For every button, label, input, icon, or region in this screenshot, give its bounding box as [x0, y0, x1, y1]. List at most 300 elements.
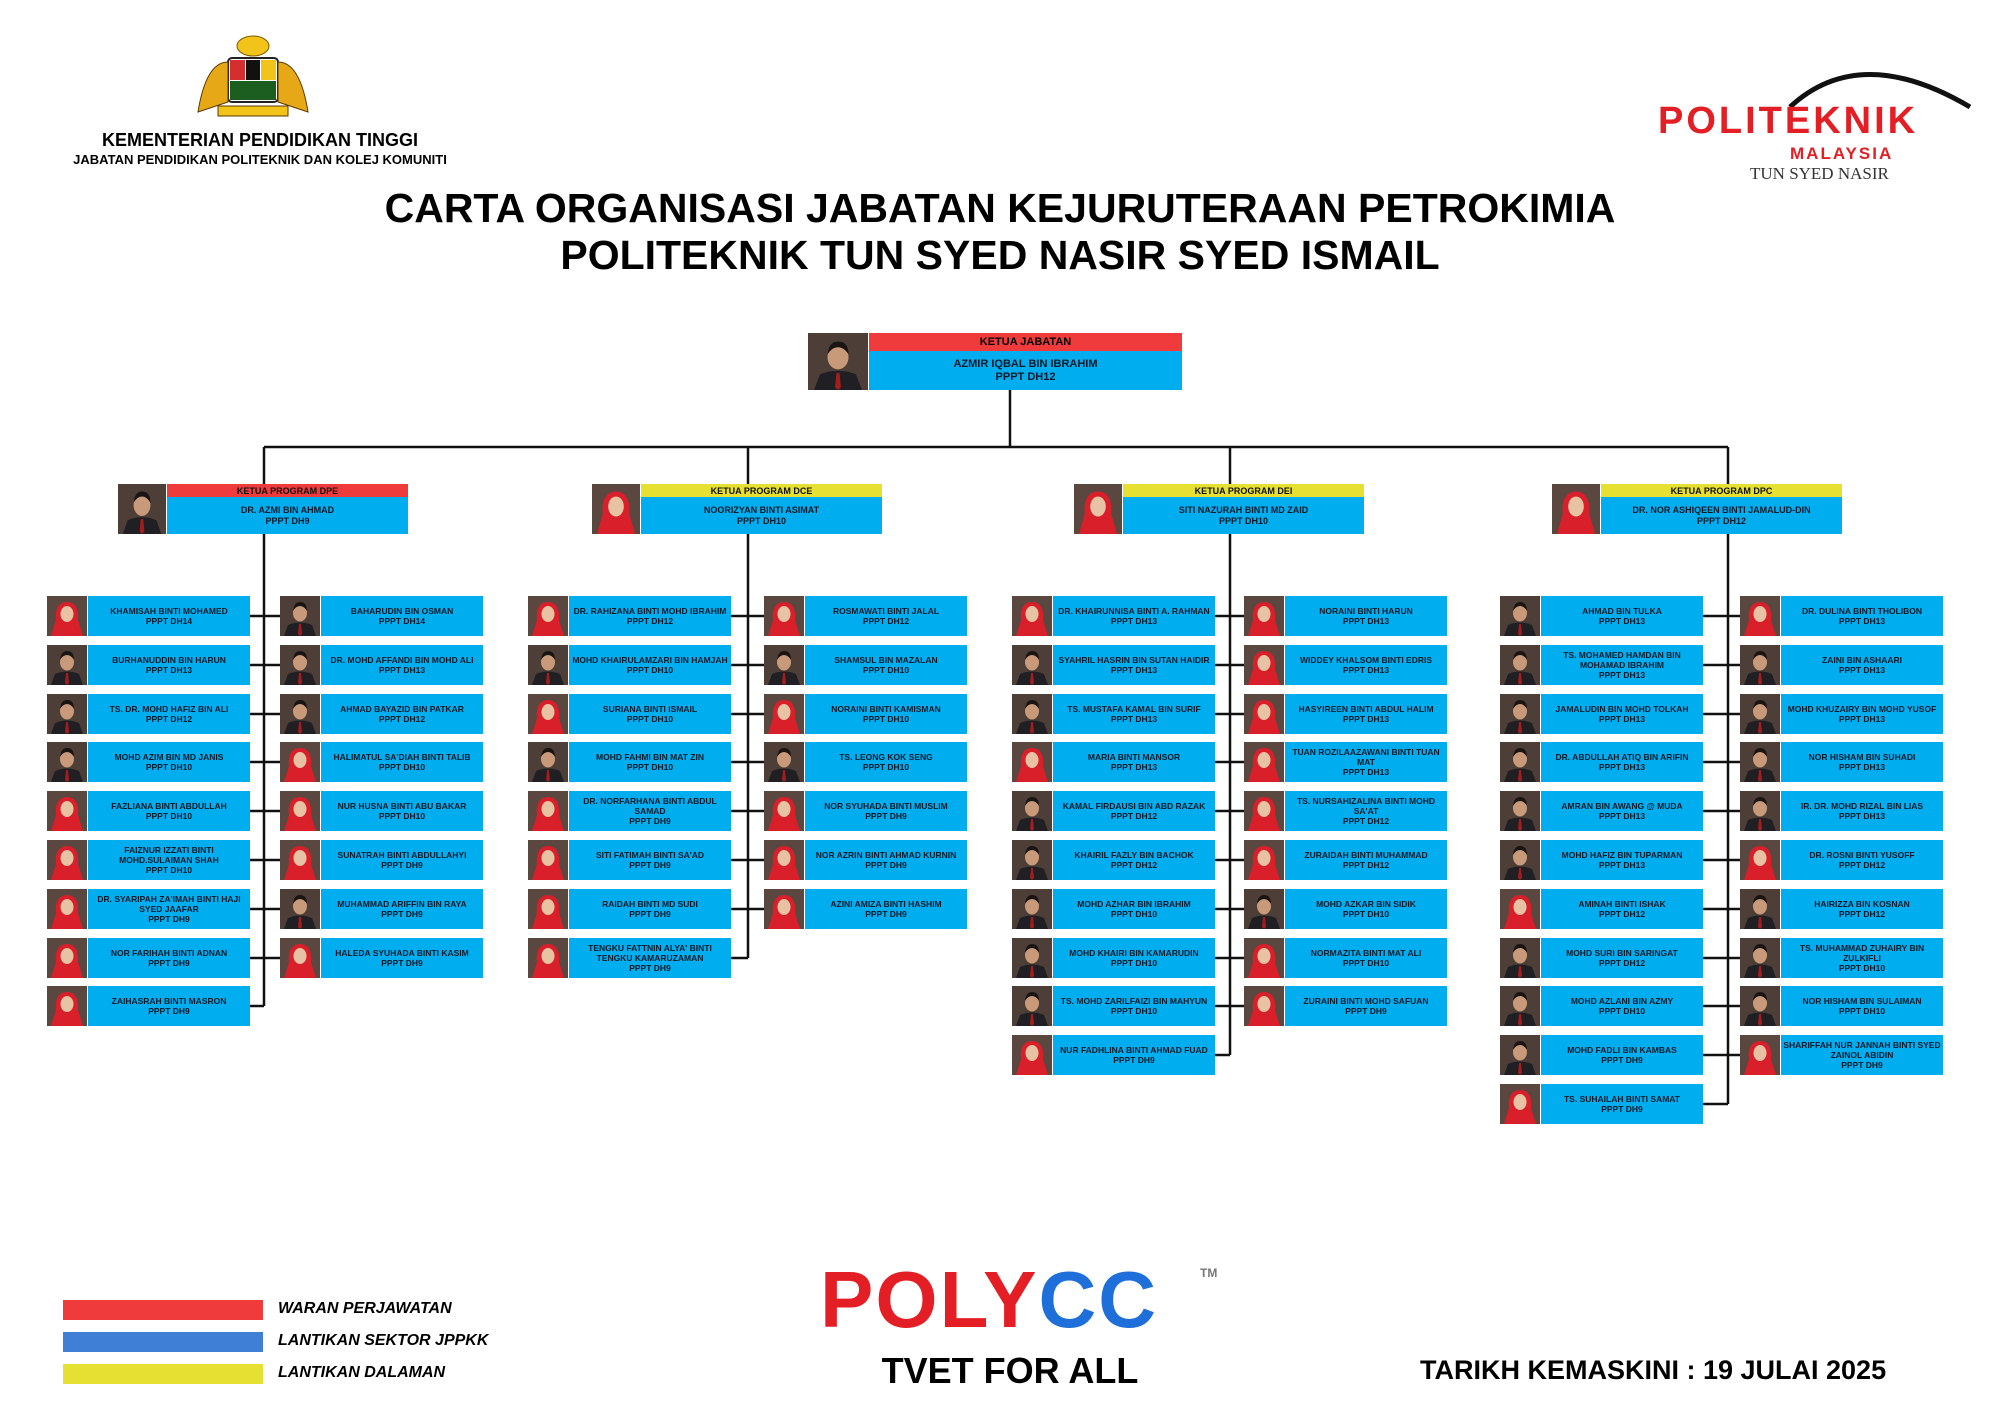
- person-icon: [47, 645, 87, 685]
- avatar: [1012, 596, 1052, 636]
- person-hijab-icon: [47, 986, 87, 1026]
- person-name: MOHD KHAIRI BIN KAMARUDIN: [1069, 948, 1199, 958]
- person-info: [167, 497, 408, 534]
- staff-card: [1500, 1035, 1703, 1075]
- person-info: [569, 742, 731, 782]
- person-grade: PPPT DH10: [145, 811, 193, 821]
- avatar: [47, 791, 87, 831]
- avatar: [1244, 938, 1284, 978]
- person-name: DR. SYARIPAH ZA'IMAH BINTI HAJI SYED JAAFAR: [97, 894, 241, 914]
- avatar: [280, 596, 320, 636]
- person-info: [1541, 596, 1703, 636]
- person-grade: PPPT DH14: [145, 616, 193, 626]
- head-of-department-card: [808, 333, 1182, 390]
- person-name: SURIANA BINTI ISMAIL: [602, 704, 698, 714]
- person-icon: [1740, 694, 1780, 734]
- person-info: [321, 889, 483, 929]
- chart-title-line2: POLITEKNIK TUN SYED NASIR SYED ISMAIL: [560, 232, 1440, 278]
- person-name: DR. ROSNI BINTI YUSOFF: [1809, 850, 1915, 860]
- staff-card: [1500, 938, 1703, 978]
- avatar: [1740, 840, 1780, 880]
- person-icon: [1012, 938, 1052, 978]
- staff-card: [1740, 596, 1943, 636]
- chart-title-line1: CARTA ORGANISASI JABATAN KEJURUTERAAN PETROKIMIA: [384, 185, 1616, 231]
- person-hijab-icon: [528, 694, 568, 734]
- person-name: NORMAZITA BINTI MAT ALI: [1310, 948, 1422, 958]
- person-info: [1781, 889, 1943, 929]
- person-name: WIDDEY KHALSOM BINTI EDRIS: [1299, 655, 1433, 665]
- avatar: [47, 840, 87, 880]
- politeknik-logo-word: POLITEKNIK: [1658, 100, 1919, 142]
- person-info: [1541, 889, 1703, 929]
- person-icon: [1500, 645, 1540, 685]
- person-info: [1053, 645, 1215, 685]
- person-grade: PPPT DH12: [1342, 816, 1390, 826]
- person-name: NOR AZRIN BINTI AHMAD KURNIN: [815, 850, 957, 860]
- person-name: ZURAIDAH BINTI MUHAMMAD: [1304, 850, 1428, 860]
- avatar: [118, 484, 166, 534]
- person-info: [1053, 742, 1215, 782]
- person-name: MOHD KHUZAIRY BIN MOHD YUSOF: [1787, 704, 1937, 714]
- person-name: DR. MOHD AFFANDI BIN MOHD ALI: [330, 655, 474, 665]
- staff-card: [1244, 694, 1447, 734]
- avatar: [280, 791, 320, 831]
- person-icon: [1500, 694, 1540, 734]
- staff-card: [280, 889, 483, 929]
- staff-card: [764, 889, 967, 929]
- person-info: [1285, 889, 1447, 929]
- person-grade: PPPT DH12: [1342, 860, 1390, 870]
- staff-card: [47, 938, 250, 978]
- person-info: [1541, 938, 1703, 978]
- person-grade: PPPT DH10: [378, 811, 426, 821]
- person-hijab-icon: [280, 791, 320, 831]
- person-name: FAIZNUR IZZATI BINTI MOHD.SULAIMAN SHAH: [119, 845, 219, 865]
- person-icon: [764, 742, 804, 782]
- staff-card: [1740, 645, 1943, 685]
- person-grade: PPPT DH12: [1838, 860, 1886, 870]
- person-name: MOHD AZLANI BIN AZMY: [1570, 996, 1674, 1006]
- person-grade: PPPT DH10: [1218, 515, 1269, 526]
- person-grade: PPPT DH10: [626, 762, 674, 772]
- person-icon: [47, 694, 87, 734]
- person-name: IR. DR. MOHD RIZAL BIN LIAS: [1800, 801, 1924, 811]
- person-grade: PPPT DH12: [145, 714, 193, 724]
- person-icon: [1500, 840, 1540, 880]
- person-name: KAMAL FIRDAUSI BIN ABD RAZAK: [1062, 801, 1206, 811]
- avatar: [1012, 791, 1052, 831]
- avatar: [1012, 645, 1052, 685]
- person-info: [1285, 645, 1447, 685]
- person-name: DR. NOR ASHIQEEN BINTI JAMALUD-DIN: [1632, 504, 1811, 515]
- person-info: [805, 791, 967, 831]
- avatar: [47, 986, 87, 1026]
- person-hijab-icon: [47, 938, 87, 978]
- polycc-logo-cc: CC: [1038, 1255, 1159, 1344]
- avatar: [1244, 791, 1284, 831]
- staff-card: [1012, 694, 1215, 734]
- person-name: NOR FARIHAH BINTI ADNAN: [110, 948, 228, 958]
- person-info: [805, 840, 967, 880]
- person-name: MOHD HAFIZ BIN TUPARMAN: [1561, 850, 1683, 860]
- avatar: [1012, 938, 1052, 978]
- staff-card: [1012, 938, 1215, 978]
- person-hijab-icon: [1244, 694, 1284, 734]
- person-grade: PPPT DH12: [995, 370, 1056, 383]
- avatar: [1500, 889, 1540, 929]
- staff-card: [1244, 791, 1447, 831]
- avatar: [1500, 645, 1540, 685]
- staff-card: [1500, 645, 1703, 685]
- legend-label-waran: WARAN PERJAWATAN: [278, 1300, 452, 1317]
- person-info: [805, 596, 967, 636]
- person-grade: PPPT DH13: [1110, 616, 1158, 626]
- person-hijab-icon: [764, 840, 804, 880]
- avatar: [764, 596, 804, 636]
- person-hijab-icon: [1244, 742, 1284, 782]
- person-hijab-icon: [1244, 596, 1284, 636]
- avatar: [1012, 1035, 1052, 1075]
- staff-card: [47, 694, 250, 734]
- person-info: [88, 791, 250, 831]
- staff-card: [528, 742, 731, 782]
- person-name: AZMIR IQBAL BIN IBRAHIM: [953, 357, 1098, 370]
- person-info: [88, 596, 250, 636]
- person-name: DR. RAHIZANA BINTI MOHD IBRAHIM: [573, 606, 727, 616]
- avatar: [592, 484, 640, 534]
- person-hijab-icon: [764, 694, 804, 734]
- person-grade: PPPT DH9: [148, 958, 190, 968]
- person-name: TS. LEONG KOK SENG: [839, 752, 933, 762]
- person-name: MOHD AZKAR BIN SIDIK: [1316, 899, 1416, 909]
- staff-card: [764, 645, 967, 685]
- person-icon: [1500, 938, 1540, 978]
- trademark-mark: TM: [1200, 1266, 1218, 1280]
- person-info: [805, 645, 967, 685]
- person-grade: PPPT DH13: [1598, 714, 1646, 724]
- person-grade: PPPT DH9: [629, 860, 671, 870]
- avatar: [47, 938, 87, 978]
- person-name: SYAHRIL HASRIN BIN SUTAN HAIDIR: [1058, 655, 1210, 665]
- person-name: TS. SUHAILAH BINTI SAMAT: [1563, 1094, 1680, 1104]
- staff-card: [1012, 742, 1215, 782]
- person-grade: PPPT DH12: [1110, 860, 1158, 870]
- person-info: [1053, 1035, 1215, 1075]
- person-info: [1053, 889, 1215, 929]
- person-grade: PPPT DH13: [1110, 714, 1158, 724]
- politeknik-logo-country: MALAYSIA: [1790, 144, 1894, 163]
- avatar: [1500, 742, 1540, 782]
- program-head-card: [592, 484, 882, 534]
- person-info: [1285, 938, 1447, 978]
- avatar: [1500, 986, 1540, 1026]
- avatar: [1244, 742, 1284, 782]
- avatar: [1740, 596, 1780, 636]
- person-hijab-icon: [47, 596, 87, 636]
- person-name: DR. NORFARHANA BINTI ABDUL SAMAD: [583, 796, 717, 816]
- avatar: [1500, 938, 1540, 978]
- person-info: [1781, 986, 1943, 1026]
- avatar: [280, 694, 320, 734]
- avatar: [764, 889, 804, 929]
- avatar: [47, 889, 87, 929]
- person-name: MOHD KHAIRULAMZARI BIN HAMJAH: [572, 655, 728, 665]
- person-grade: PPPT DH12: [1598, 909, 1646, 919]
- staff-card: [47, 889, 250, 929]
- ministry-name: KEMENTERIAN PENDIDIKAN TINGGI: [101, 130, 418, 150]
- person-grade: PPPT DH13: [1598, 860, 1646, 870]
- avatar: [1552, 484, 1600, 534]
- person-info: [88, 645, 250, 685]
- staff-card: [528, 596, 731, 636]
- person-grade: PPPT DH13: [1598, 670, 1646, 680]
- avatar: [1740, 889, 1780, 929]
- person-name: TUAN ROZILAAZAWANI BINTI TUAN MAT: [1292, 747, 1440, 767]
- person-grade: PPPT DH10: [736, 515, 787, 526]
- person-name: TS. MOHD ZARILFAIZI BIN MAHYUN: [1060, 996, 1208, 1006]
- person-name: MOHD SURI BIN SARINGAT: [1566, 948, 1678, 958]
- staff-card: [1740, 742, 1943, 782]
- avatar: [1740, 645, 1780, 685]
- staff-card: [47, 986, 250, 1026]
- person-grade: PPPT DH13: [1342, 665, 1390, 675]
- staff-card: [1244, 645, 1447, 685]
- person-grade: PPPT DH13: [1110, 762, 1158, 772]
- person-grade: PPPT DH9: [629, 909, 671, 919]
- person-hijab-icon: [764, 596, 804, 636]
- staff-card: [1012, 986, 1215, 1026]
- person-name: HAIRIZZA BIN KOSNAN: [1814, 899, 1910, 909]
- person-info: [1781, 791, 1943, 831]
- avatar: [528, 938, 568, 978]
- person-grade: PPPT DH9: [865, 860, 907, 870]
- person-name: DR. DULINA BINTI THOLIBON: [1801, 606, 1923, 616]
- program-head-card: [118, 484, 408, 534]
- person-grade: PPPT DH9: [1345, 1006, 1387, 1016]
- person-name: AHMAD BAYAZID BIN PATKAR: [340, 704, 464, 714]
- person-hijab-icon: [1740, 596, 1780, 636]
- avatar: [764, 645, 804, 685]
- person-info: [1541, 694, 1703, 734]
- person-name: ZAINI BIN ASHAARI: [1822, 655, 1902, 665]
- person-info: [569, 596, 731, 636]
- person-grade: PPPT DH10: [145, 762, 193, 772]
- staff-card: [1740, 791, 1943, 831]
- program-head-card: [1074, 484, 1364, 534]
- person-grade: PPPT DH10: [1110, 958, 1158, 968]
- staff-card: [280, 596, 483, 636]
- staff-card: [280, 694, 483, 734]
- staff-card: [280, 938, 483, 978]
- person-name: RAIDAH BINTI MD SUDI: [602, 899, 698, 909]
- role-label: KETUA PROGRAM DCE: [641, 484, 882, 497]
- staff-card: [47, 840, 250, 880]
- staff-card: [1740, 889, 1943, 929]
- avatar: [528, 694, 568, 734]
- person-grade: PPPT DH9: [148, 914, 190, 924]
- person-grade: PPPT DH13: [1838, 616, 1886, 626]
- person-grade: PPPT DH10: [626, 714, 674, 724]
- person-icon: [1012, 694, 1052, 734]
- person-name: AMRAN BIN AWANG @ MUDA: [1561, 801, 1683, 811]
- role-label: KETUA PROGRAM DEI: [1123, 484, 1364, 497]
- person-icon: [1500, 986, 1540, 1026]
- person-name: MOHD AZIM BIN MD JANIS: [114, 752, 224, 762]
- person-grade: PPPT DH10: [145, 865, 193, 875]
- person-icon: [47, 742, 87, 782]
- role-label: KETUA PROGRAM DPC: [1601, 484, 1842, 497]
- person-name: KHAMISAH BINTI MOHAMED: [110, 606, 228, 616]
- person-name: BAHARUDIN BIN OSMAN: [350, 606, 454, 616]
- role-label: KETUA PROGRAM DPE: [167, 484, 408, 497]
- person-hijab-icon: [1074, 484, 1122, 534]
- person-hijab-icon: [1244, 645, 1284, 685]
- person-grade: PPPT DH10: [626, 665, 674, 675]
- tagline: TVET FOR ALL: [881, 1350, 1139, 1391]
- person-name: SHAMSUL BIN MAZALAN: [834, 655, 938, 665]
- avatar: [1244, 694, 1284, 734]
- staff-card: [1244, 596, 1447, 636]
- person-icon: [280, 694, 320, 734]
- avatar: [1012, 986, 1052, 1026]
- person-hijab-icon: [528, 889, 568, 929]
- person-info: [641, 497, 882, 534]
- person-name: TS. MUHAMMAD ZUHAIRY BIN ZULKIFLI: [1799, 943, 1925, 963]
- person-grade: PPPT DH9: [1113, 1055, 1155, 1065]
- person-info: [1285, 596, 1447, 636]
- person-icon: [1740, 742, 1780, 782]
- person-info: [569, 938, 731, 978]
- person-hijab-icon: [47, 840, 87, 880]
- avatar: [1740, 986, 1780, 1026]
- person-info: [321, 645, 483, 685]
- staff-card: [47, 645, 250, 685]
- legend-swatch-waran: [63, 1300, 263, 1320]
- person-grade: PPPT DH13: [1342, 767, 1390, 777]
- staff-card: [1012, 889, 1215, 929]
- person-info: [1541, 791, 1703, 831]
- staff-card: [1012, 596, 1215, 636]
- person-hijab-icon: [1244, 938, 1284, 978]
- staff-card: [1740, 986, 1943, 1026]
- person-info: [1781, 694, 1943, 734]
- person-hijab-icon: [47, 889, 87, 929]
- person-icon: [808, 333, 868, 390]
- person-info: [1123, 497, 1364, 534]
- avatar: [280, 840, 320, 880]
- staff-card: [1740, 840, 1943, 880]
- person-grade: PPPT DH10: [1838, 1006, 1886, 1016]
- person-grade: PPPT DH9: [865, 909, 907, 919]
- person-info: [1053, 840, 1215, 880]
- person-name: MARIA BINTI MANSOR: [1087, 752, 1181, 762]
- staff-card: [1500, 694, 1703, 734]
- person-grade: PPPT DH10: [1342, 958, 1390, 968]
- avatar: [1500, 596, 1540, 636]
- staff-card: [1740, 1035, 1943, 1075]
- person-hijab-icon: [47, 791, 87, 831]
- avatar: [764, 694, 804, 734]
- person-icon: [528, 645, 568, 685]
- person-icon: [1740, 645, 1780, 685]
- staff-card: [1012, 645, 1215, 685]
- person-info: [805, 889, 967, 929]
- staff-card: [528, 645, 731, 685]
- legend-swatch-dalaman: [63, 1364, 263, 1384]
- person-icon: [528, 742, 568, 782]
- person-grade: PPPT DH10: [1110, 909, 1158, 919]
- avatar: [808, 333, 868, 390]
- person-info: [1541, 645, 1703, 685]
- person-grade: PPPT DH9: [381, 860, 423, 870]
- person-info: [321, 596, 483, 636]
- person-icon: [1500, 596, 1540, 636]
- avatar: [1244, 889, 1284, 929]
- person-hijab-icon: [1740, 1035, 1780, 1075]
- person-grade: PPPT DH12: [378, 714, 426, 724]
- staff-card: [1500, 840, 1703, 880]
- person-grade: PPPT DH13: [1838, 811, 1886, 821]
- person-info: [1285, 791, 1447, 831]
- person-info: [1285, 986, 1447, 1026]
- person-hijab-icon: [1244, 840, 1284, 880]
- staff-card: [764, 694, 967, 734]
- person-grade: PPPT DH9: [629, 963, 671, 973]
- person-grade: PPPT DH10: [862, 762, 910, 772]
- person-name: TS. DR. MOHD HAFIZ BIN ALI: [109, 704, 229, 714]
- person-grade: PPPT DH10: [862, 665, 910, 675]
- person-name: JAMALUDIN BIN MOHD TOLKAH: [1555, 704, 1689, 714]
- person-name: HALIMATUL SA'DIAH BINTI TALIB: [333, 752, 471, 762]
- person-info: [88, 938, 250, 978]
- person-info: [1781, 596, 1943, 636]
- person-grade: PPPT DH9: [265, 515, 310, 526]
- person-info: [569, 645, 731, 685]
- person-name: FAZLIANA BINTI ABDULLAH: [111, 801, 227, 811]
- person-hijab-icon: [1012, 1035, 1052, 1075]
- person-info: [569, 694, 731, 734]
- staff-card: [528, 938, 731, 978]
- person-info: [321, 840, 483, 880]
- person-grade: PPPT DH13: [1598, 616, 1646, 626]
- polycc-logo-poly: POLY: [820, 1255, 1039, 1344]
- person-grade: PPPT DH9: [629, 816, 671, 826]
- staff-card: [47, 791, 250, 831]
- staff-card: [280, 791, 483, 831]
- person-icon: [118, 484, 166, 534]
- staff-card: [1740, 938, 1943, 978]
- person-icon: [1500, 1035, 1540, 1075]
- person-info: [321, 938, 483, 978]
- staff-card: [528, 791, 731, 831]
- person-info: [1781, 840, 1943, 880]
- person-hijab-icon: [1012, 596, 1052, 636]
- avatar: [1012, 694, 1052, 734]
- avatar: [1740, 1035, 1780, 1075]
- legend-label-dalaman: LANTIKAN DALAMAN: [278, 1364, 446, 1381]
- person-info: [1053, 938, 1215, 978]
- avatar: [1012, 889, 1052, 929]
- avatar: [1012, 840, 1052, 880]
- person-hijab-icon: [1244, 791, 1284, 831]
- avatar: [47, 742, 87, 782]
- person-grade: PPPT DH10: [1110, 1006, 1158, 1016]
- staff-card: [1500, 986, 1703, 1026]
- person-grade: PPPT DH12: [1696, 515, 1747, 526]
- polycc-logo-word: [820, 1255, 1159, 1344]
- person-name: ROSMAWATI BINTI JALAL: [832, 606, 940, 616]
- person-hijab-icon: [592, 484, 640, 534]
